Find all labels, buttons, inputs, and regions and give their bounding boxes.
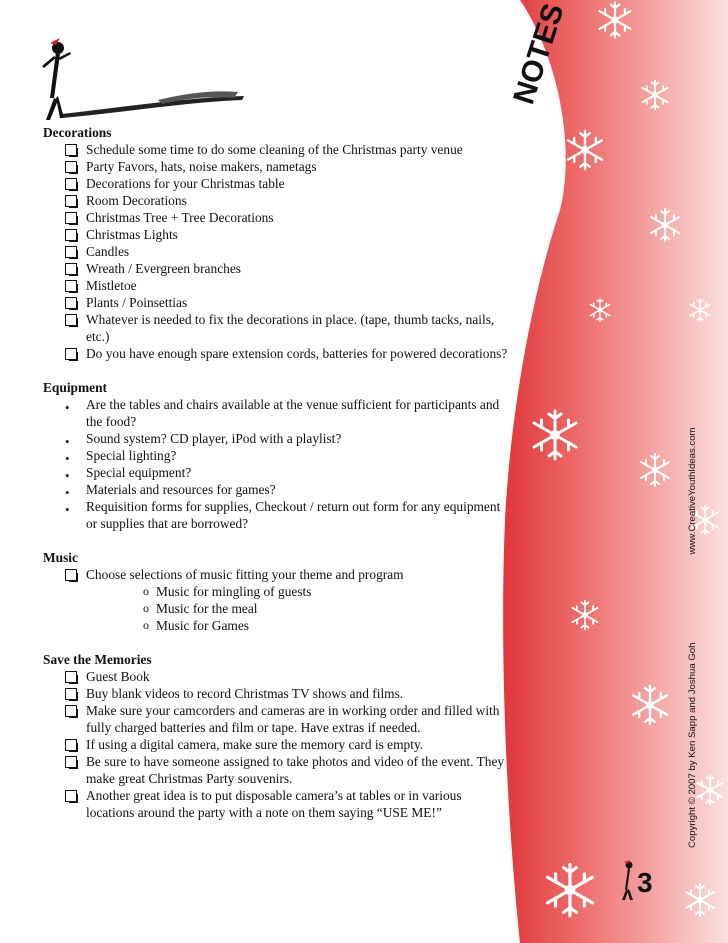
checkbox-icon xyxy=(65,705,77,717)
list-item: • Are the tables and chairs available at the venue sufficient for participants and the food? xyxy=(65,397,500,429)
list-item: Christmas Lights xyxy=(43,226,513,243)
checklist-content xyxy=(43,124,513,838)
list-subitem: o Music for mingling of guests xyxy=(143,584,312,599)
circle-bullet-icon: o xyxy=(143,584,149,598)
list-item: If using a digital camera, make sure the memory card is empty. xyxy=(43,736,513,753)
list-item: Decorations for your Christmas table xyxy=(43,175,513,192)
checkbox-icon xyxy=(65,280,77,292)
section-decorations xyxy=(43,124,513,362)
section-title: Music xyxy=(43,550,78,565)
section-title: Equipment xyxy=(43,380,107,395)
list-item: Be sure to have someone assigned to take photos and video of the event. They make great Christmas Party souvenirs. xyxy=(43,753,513,787)
list-item: • Requisition forms for supplies, Checkout / return out form for any equipment or supplies that are borrowed? xyxy=(65,499,501,531)
checkbox-icon xyxy=(65,195,77,207)
section-music xyxy=(43,549,513,634)
list-item: Buy blank videos to record Christmas TV shows and films. xyxy=(43,685,513,702)
list-item: Plants / Poinsettias xyxy=(43,294,513,311)
side-credit-text: Copyright © 2007 by Ken Sapp and Joshua Goh www.CreativeYouthIdeas.com xyxy=(687,427,698,848)
checkbox-icon xyxy=(65,161,77,173)
memories-list xyxy=(43,668,513,821)
checkbox-icon xyxy=(65,178,77,190)
list-item: • Sound system? CD player, iPod with a playlist? xyxy=(65,431,342,449)
list-item: Choose selections of music fitting your theme and program xyxy=(43,566,513,583)
list-item: Mistletoe xyxy=(43,277,513,294)
list-subitem: o Music for Games xyxy=(143,618,249,633)
circle-bullet-icon: o xyxy=(143,601,149,615)
bullet-icon: • xyxy=(65,485,70,500)
decorations-list xyxy=(43,141,513,362)
list-item: • Materials and resources for games? xyxy=(65,482,276,500)
list-item: Party Favors, hats, noise makers, nametags xyxy=(43,158,513,175)
page-number: 3 xyxy=(637,867,653,898)
checkbox-icon xyxy=(65,212,77,224)
equipment-list xyxy=(43,396,513,532)
list-item: Another great idea is to put disposable camera’s at tables or in various locations around the party with a note on them saying “USE ME!” xyxy=(43,787,513,821)
list-item: • Special equipment? xyxy=(65,465,192,483)
bullet-icon: • xyxy=(65,451,70,466)
list-item: Candles xyxy=(43,243,513,260)
bullet-icon: • xyxy=(65,400,70,415)
list-subitem: o Music for the meal xyxy=(143,601,258,616)
checkbox-icon xyxy=(65,263,77,275)
list-item: Wreath / Evergreen branches xyxy=(43,260,513,277)
section-title: Save the Memories xyxy=(43,652,152,667)
checkbox-icon xyxy=(65,314,77,326)
checkbox-icon xyxy=(65,348,77,360)
checkbox-icon xyxy=(65,790,77,802)
list-item: Whatever is needed to fix the decorations in place. (tape, thumb tacks, nails, etc.) xyxy=(43,311,513,345)
checkbox-icon xyxy=(65,739,77,751)
stick-figure-small-icon xyxy=(617,860,639,900)
checkbox-icon xyxy=(65,246,77,258)
checkbox-icon xyxy=(65,569,77,581)
svg-text:NOTES: NOTES xyxy=(507,0,571,109)
checkbox-icon xyxy=(65,756,77,768)
section-save-the-memories xyxy=(43,651,513,821)
list-item: Guest Book xyxy=(43,668,513,685)
list-item: Christmas Tree + Tree Decorations xyxy=(43,209,513,226)
bullet-icon: • xyxy=(65,468,70,483)
list-item: Do you have enough spare extension cords, batteries for powered decorations? xyxy=(43,345,513,362)
music-list xyxy=(43,566,513,634)
list-item: Room Decorations xyxy=(43,192,513,209)
circle-bullet-icon: o xyxy=(143,618,149,632)
checkbox-icon xyxy=(65,688,77,700)
notes-heading xyxy=(507,0,588,109)
checkbox-icon xyxy=(65,297,77,309)
bullet-icon: • xyxy=(65,434,70,449)
checkbox-icon xyxy=(65,671,77,683)
list-item: Make sure your camcorders and cameras are in working order and filled with fully charged batteries and film or tape. Have extras if needed. xyxy=(43,702,513,736)
list-item: • Special lighting? xyxy=(65,448,177,466)
checkbox-icon xyxy=(65,144,77,156)
bullet-icon: • xyxy=(65,502,70,517)
checkbox-icon xyxy=(65,229,77,241)
section-title: Decorations xyxy=(43,125,112,140)
section-equipment xyxy=(43,379,513,532)
stick-figure-logo xyxy=(38,38,248,122)
list-item: Schedule some time to do some cleaning of the Christmas party venue xyxy=(43,141,513,158)
